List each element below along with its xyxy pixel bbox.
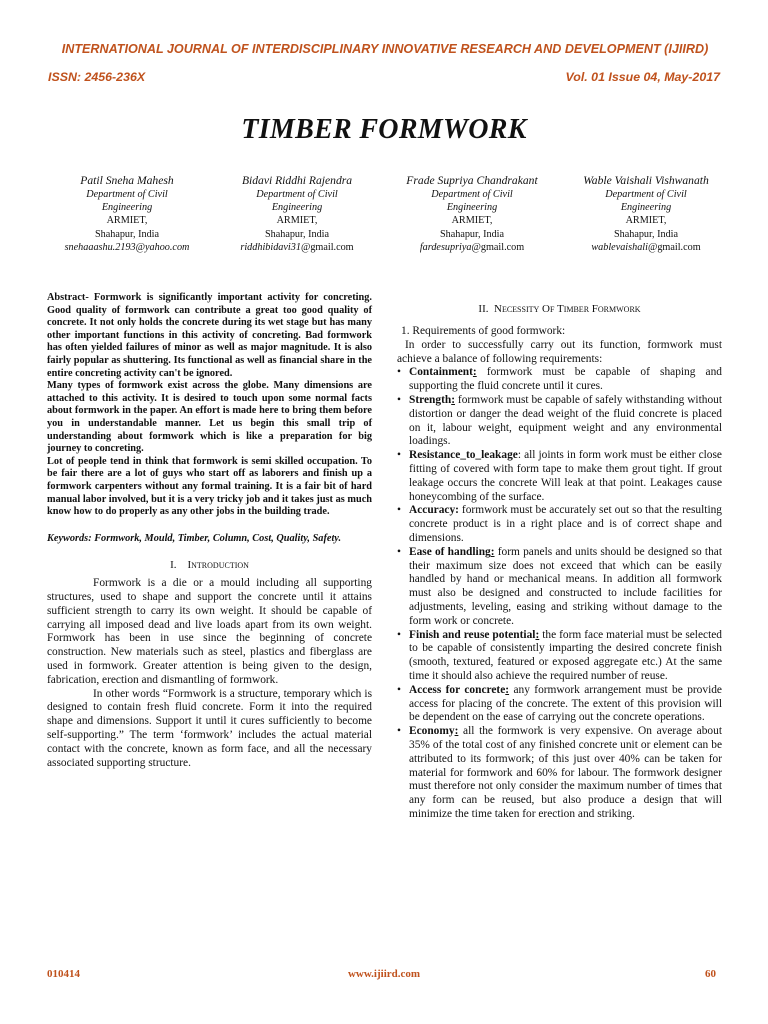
right-column <box>397 303 722 822</box>
item-term: Accuracy: <box>409 504 459 517</box>
list-item <box>397 504 722 545</box>
author-email-user: wablevaishali <box>591 241 648 253</box>
requirements-list <box>397 366 722 821</box>
item-term: Finish and reuse potential <box>409 628 536 641</box>
author-email <box>561 241 731 254</box>
intro-paragraph-1: Formwork is a die or a mould including all supporting structures, used to shape and support the concrete until it attains sufficient strength to carry its own weight. It should be capable of carrying all imposed dead and live loads apart from its own weight. Formwork has been in use since the beginning of concrete construction. New materials such as steel, plastics and fiberglass are used in formwork. Greater attention is being given to the design, fabrication, erection and dismantling of formwork. <box>47 577 372 686</box>
item-term-colon: : <box>505 683 510 696</box>
list-item <box>397 449 722 504</box>
author-email-user: fardesupriya <box>419 241 472 253</box>
author-department-line2: Engineering <box>101 202 153 214</box>
author-department-line2: Engineering <box>446 202 498 214</box>
author-location: Shahapur, India <box>264 228 330 240</box>
author-block-3 <box>387 174 557 254</box>
item-term: Containment <box>409 366 473 379</box>
author-block-4 <box>561 174 731 254</box>
item-term-colon: : <box>535 628 540 641</box>
section-number: II. <box>478 303 489 315</box>
left-column <box>47 292 372 770</box>
subsection-heading: 1. Requirements of good formwork: <box>401 325 566 337</box>
item-term-colon: : <box>490 545 495 558</box>
requirements-intro: In order to successfully carry out its function, formwork must achieve a balance of following requirements: <box>397 338 722 365</box>
author-department-line2: Engineering <box>271 202 323 214</box>
bullet-icon: • <box>397 725 401 738</box>
item-term: Resistance_to_leakage <box>409 449 518 462</box>
volume-issue: Vol. 01 Issue 04, May-2017 <box>565 70 720 84</box>
item-text: : all joints in form work must be either close fitting of covered with form tape to make them grout tight. If grout leakage occurs the concrete Will leak at that point. Leakages cause honeycombing of the surface. <box>409 449 722 503</box>
author-name: Frade Supriya Chandrakant <box>406 174 538 187</box>
list-item <box>397 629 722 684</box>
list-item <box>397 725 722 822</box>
author-block-1 <box>42 174 212 254</box>
author-email-user: riddhibidavi31 <box>240 241 301 253</box>
author-email-domain: @gmail.com <box>471 241 525 253</box>
author-department: Department of Civil <box>256 189 338 200</box>
author-department: Department of Civil <box>86 189 168 200</box>
author-location: Shahapur, India <box>613 228 679 240</box>
item-text: formwork must be capable of shaping and supporting the fluid concrete until it cures. <box>409 366 722 393</box>
issn: ISSN: 2456-236X <box>48 70 146 84</box>
item-term-colon: : <box>472 366 477 379</box>
author-location: Shahapur, India <box>94 228 160 240</box>
author-name: Bidavi Riddhi Rajendra <box>241 174 353 187</box>
bullet-icon: • <box>397 545 401 558</box>
section-number: I. <box>170 559 177 572</box>
abstract-paragraph-3: Lot of people tend in think that formwork is semi skilled occupation. To be fair there are a lot of guys who start off as laborers and finish up a formwork carpenters without any formal training. It is a fair bit of hard manual labor involved, but it is a very tricky job and it takes just as much know how to do properly as any other jobs in the building trade. <box>47 455 372 518</box>
author-email-domain: @gmail.com <box>300 241 354 253</box>
item-term: Access for concrete <box>409 683 506 696</box>
author-department: Department of Civil <box>431 189 513 200</box>
intro-paragraph-2: In other words “Formwork is a structure, temporary which is designed to contain fresh fluid concrete. Form it into the required shape and dimensions. Support it until it cures sufficiently to become self-supporting.” The term ‘formwork’ includes the actual material contact with the concrete, known as form face, and all the necessary associated supporting structure. <box>47 687 372 769</box>
journal-name: INTERNATIONAL JOURNAL OF INTERDISCIPLINARY INNOVATIVE RESEARCH AND DEVELOPMENT (IJIIRD) <box>61 42 709 56</box>
list-item <box>397 394 722 449</box>
author-email-domain: @gmail.com <box>647 241 701 253</box>
list-item <box>397 684 722 725</box>
list-item <box>397 366 722 394</box>
item-term-colon: : <box>454 725 459 738</box>
list-item <box>397 546 722 629</box>
author-institute: ARMIET, <box>276 215 318 227</box>
section-title: Introduction <box>187 559 249 572</box>
author-institute: ARMIET, <box>106 215 148 227</box>
author-department: Department of Civil <box>605 189 687 200</box>
keywords: Keywords: Formwork, Mould, Timber, Column, Cost, Quality, Safety. <box>47 532 342 544</box>
item-text: formwork must be capable of safely withstanding without distortion or danger the dead weight of the fluid concrete is placed on it, labour weight, equipment weight and any environmental loadings. <box>409 393 722 448</box>
author-email <box>42 241 212 254</box>
item-text: formwork must be accurately set out so that the resulting concrete product is in a right place and is of correct shape and dimensions. <box>409 504 722 544</box>
bullet-icon: • <box>397 449 401 462</box>
author-institute: ARMIET, <box>625 215 667 227</box>
item-term: Ease of handling <box>409 545 491 558</box>
item-term-colon: : <box>451 393 455 406</box>
author-email <box>212 241 382 254</box>
author-block-2 <box>212 174 382 254</box>
bullet-icon: • <box>397 393 401 406</box>
item-text: form panels and units should be designed so that their maximum size does not exceed that which can be easily handled by hand or mechanical means. In addition all formwork must also be designed and constructed to include facilities for adjustments, leveling, easing and striking without damage to the form work or concrete. <box>409 545 722 627</box>
footer-website: www.ijiird.com <box>347 968 421 980</box>
footer-code: 010414 <box>47 968 80 980</box>
page-number: 60 <box>705 968 716 980</box>
item-term: Economy <box>409 725 455 738</box>
bullet-icon: • <box>397 628 401 641</box>
item-text: any formwork arrangement must be provide access for placing of the concrete. The extent of this provision will be dependent on the ease of carrying out the concrete operations. <box>409 683 722 724</box>
author-department-line2: Engineering <box>620 202 672 214</box>
bullet-icon: • <box>397 504 401 517</box>
author-name: Wable Vaishali Vishwanath <box>583 174 709 187</box>
section-heading-necessity <box>397 303 722 315</box>
bullet-icon: • <box>397 683 401 696</box>
paper-title: TIMBER FORMWORK <box>241 114 527 145</box>
section-title: Necessity Of Timber Formwork <box>494 303 641 315</box>
author-name: Patil Sneha Mahesh <box>80 174 174 187</box>
abstract-paragraph-2: Many types of formwork exist across the globe. Many dimensions are attached to this activity. It is desired to touch upon some normal facts about formwork in the paper. An effort is made here to bring them before you in understandable manner. Let us begin this small trip of understanding about formwork which is like a preparation for big journey to concreting. <box>47 380 372 455</box>
author-email-user: snehaaashu.2193@yahoo.com <box>64 241 190 253</box>
item-text: all the formwork is very expensive. On average about 35% of the total cost of any finished concrete unit or element can be attributed to its formwork; of this just over 40% can be taken for material for formwork and 60% for labour. The formwork designer must therefore not only consider the maximum number of times that any form can be reused, but also produce a design that will minimize the time taken for erection and striking. <box>409 725 722 820</box>
item-term: Strength <box>409 393 452 406</box>
author-institute: ARMIET, <box>451 215 493 227</box>
bullet-icon: • <box>397 366 401 379</box>
abstract-paragraph-1: Abstract- Formwork is significantly important activity for concreting. Good quality of formwork can contribute a great too good quality of concrete. It not only holds the concrete during its wet stage but has many other important functions in this activity of concreting. Bad formwork has often yielded failures of minor as well as major magnitude. It is also fairly popular as shuttering. Its functional as well as financial share in the entire concreting activity can't be ignored. <box>47 292 372 379</box>
item-text: the form face material must be selected to be capable of consistently imparting the desired concrete finish (smooth, textured, featured or exposed aggregate etc.) At the same time it should also achieve the required number of reuse. <box>409 628 722 682</box>
section-heading-introduction <box>47 559 372 571</box>
author-location: Shahapur, India <box>439 228 505 240</box>
author-email <box>387 241 557 254</box>
